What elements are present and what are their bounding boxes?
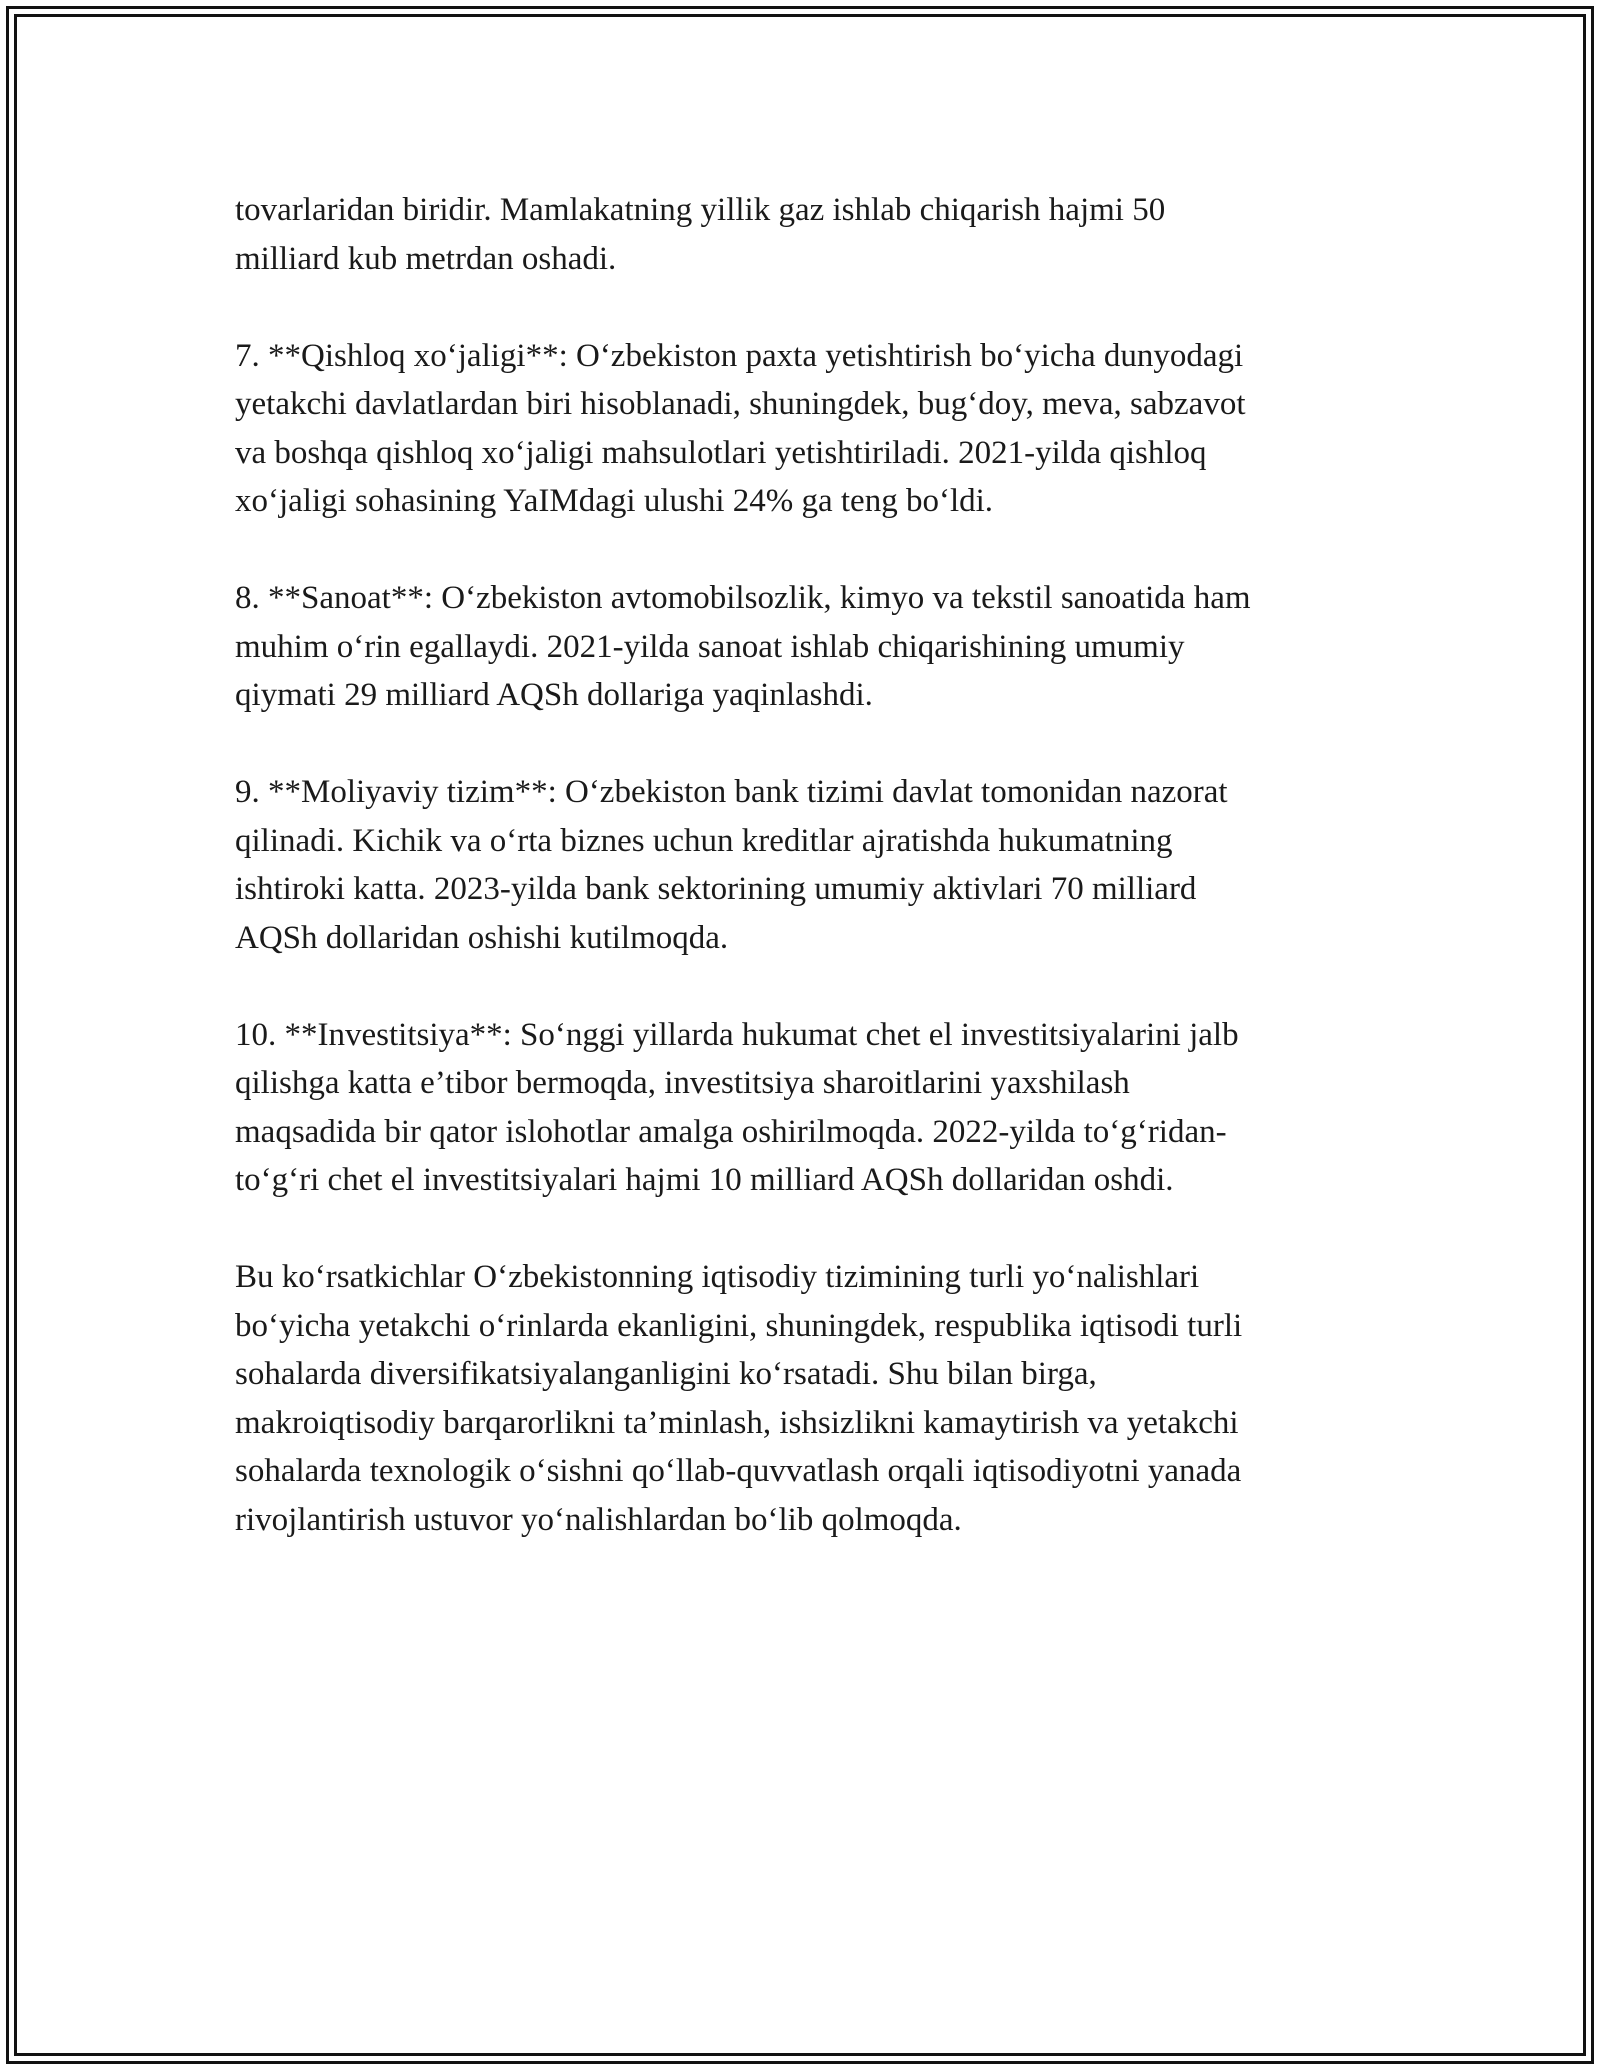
text-line: makroiqtisodiy barqarorlikni ta’minlash, ishsizlikni kamaytirish va yetakchi (235, 1404, 1239, 1441)
paragraph-financial-system (235, 768, 1385, 962)
paragraph-industry (235, 574, 1385, 720)
text-line: maqsadida bir qator islohotlar amalga oshirilmoqda. 2022-yilda to‘g‘ridan- (235, 1113, 1227, 1150)
text-line: milliard kub metrdan oshadi. (235, 240, 617, 277)
text-line: rivojlantirish ustuvor yo‘nalishlardan bo‘lib qolmoqda. (235, 1501, 962, 1538)
text-line: sohalarda texnologik o‘sishni qo‘llab-quvvatlash orqali iqtisodiyotni yanada (235, 1453, 1242, 1489)
text-line: muhim o‘rin egallaydi. 2021-yilda sanoat ishlab chiqarishining umumiy (235, 628, 1185, 665)
text-line: 7. **Qishloq xo‘jaligi**: O‘zbekiston paxta yetishtirish bo‘yicha dunyodagi (235, 337, 1244, 374)
paragraph-investment (235, 1011, 1385, 1205)
text-line: 9. **Moliyaviy tizim**: O‘zbekiston bank tizimi davlat tomonidan nazorat (235, 774, 1228, 810)
paragraph-agriculture (235, 332, 1385, 526)
text-line: 10. **Investitsiya**: So‘nggi yillarda hukumat chet el investitsiyalarini jalb (235, 1016, 1239, 1053)
text-line: AQSh dollaridan oshishi kutilmoqda. (235, 919, 729, 956)
paragraph-conclusion (235, 1253, 1385, 1544)
text-line: 8. **Sanoat**: O‘zbekiston avtomobilsozlik, kimyo va tekstil sanoatida ham (235, 580, 1251, 616)
text-line: yetakchi davlatlardan biri hisoblanadi, shuningdek, bug‘doy, meva, sabzavot (235, 386, 1246, 422)
text-line: va boshqa qishloq xo‘jaligi mahsulotlari yetishtiriladi. 2021-yilda qishloq (235, 434, 1207, 471)
text-line: tovarlaridan biridir. Mamlakatning yillik gaz ishlab chiqarish hajmi 50 (235, 192, 1166, 228)
text-line: to‘g‘ri chet el investitsiyalari hajmi 10 milliard AQSh dollaridan oshdi. (235, 1162, 1174, 1198)
document-body (235, 186, 1385, 1593)
text-line: qilishga katta e’tibor bermoqda, investitsiya sharoitlarini yaxshilash (235, 1065, 1130, 1101)
text-line: bo‘yicha yetakchi o‘rinlarda ekanligini, shuningdek, respublika iqtisodi turli (235, 1307, 1243, 1344)
text-line: Bu ko‘rsatkichlar O‘zbekistonning iqtisodiy tizimining turli yo‘nalishlari (235, 1259, 1200, 1295)
text-line: sohalarda diversifikatsiyalanganligini ko‘rsatadi. Shu bilan birga, (235, 1356, 1097, 1392)
text-line: xo‘jaligi sohasining YaIMdagi ulushi 24% ga teng bo‘ldi. (235, 483, 994, 519)
text-line: qilinadi. Kichik va o‘rta biznes uchun kreditlar ajratishda hukumatning (235, 822, 1173, 859)
paragraph-gas-continuation (235, 186, 1385, 283)
text-line: ishtiroki katta. 2023-yilda bank sektorining umumiy aktivlari 70 milliard (235, 871, 1197, 907)
text-line: qiymati 29 milliard AQSh dollariga yaqinlashdi. (235, 677, 873, 713)
